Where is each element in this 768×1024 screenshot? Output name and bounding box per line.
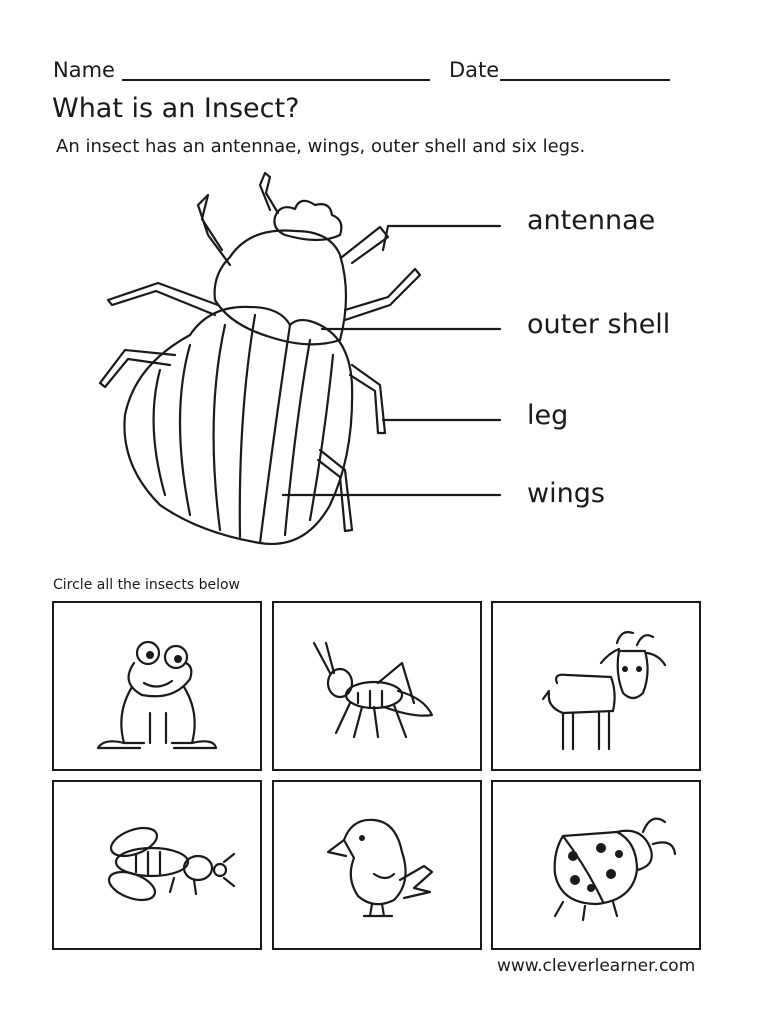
label-leg: leg xyxy=(527,400,569,431)
label-outer-shell: outer shell xyxy=(527,309,671,340)
antennae-pointer xyxy=(383,226,500,250)
name-label: Name xyxy=(53,58,115,82)
grasshopper-icon xyxy=(274,603,480,769)
frog-icon xyxy=(54,603,260,769)
cell-bird[interactable] xyxy=(272,780,482,950)
label-wings: wings xyxy=(527,478,605,509)
page-title: What is an Insect? xyxy=(52,93,300,124)
cell-fly[interactable] xyxy=(52,780,262,950)
bird-icon xyxy=(274,782,480,948)
page-subtitle: An insect has an antennae, wings, outer shell and six legs. xyxy=(56,136,586,157)
cell-frog[interactable] xyxy=(52,601,262,771)
footer-url: www.cleverlearner.com xyxy=(497,956,696,976)
cell-goat[interactable] xyxy=(491,601,701,771)
instruction-text: Circle all the insects below xyxy=(53,577,241,593)
goat-icon xyxy=(493,603,699,769)
ladybug-icon xyxy=(493,782,699,948)
label-antennae: antennae xyxy=(527,205,656,236)
fly-icon xyxy=(54,782,260,948)
cell-ladybug[interactable] xyxy=(491,780,701,950)
cell-grasshopper[interactable] xyxy=(272,601,482,771)
date-label: Date xyxy=(449,58,500,82)
